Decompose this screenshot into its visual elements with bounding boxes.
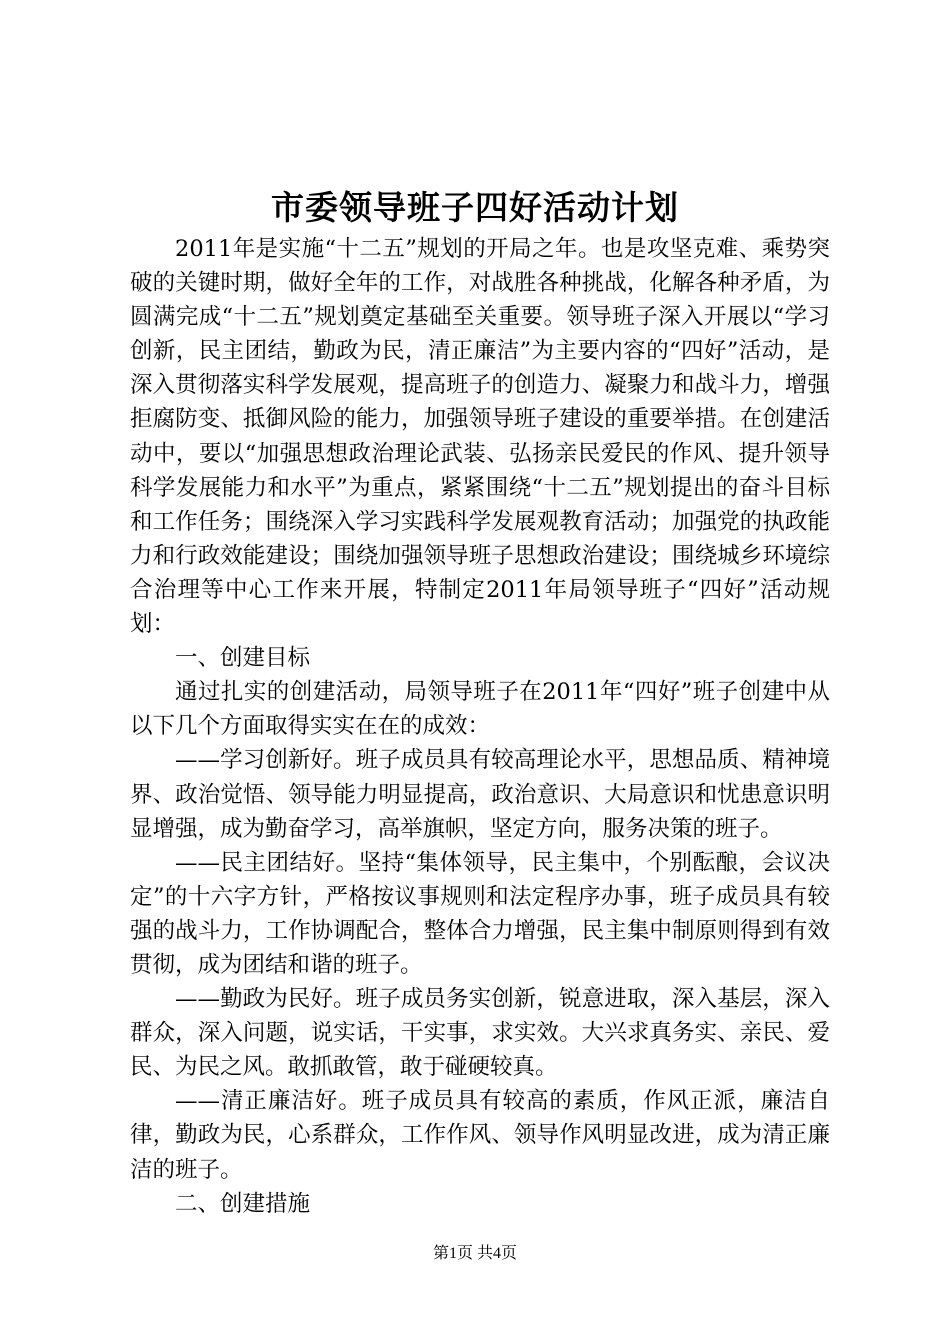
document-title: 市委领导班子四好活动计划: [271, 188, 679, 227]
goals-intro-paragraph: 通过扎实的创建活动，局领导班子在2011年“四好”班子创建中从以下几个方面取得实实在在的成效：: [130, 679, 830, 740]
goal-diligence-paragraph: ——勤政为民好。班子成员务实创新，锐意进取，深入基层，深入群众，深入问题，说实话，干实事，求实效。大兴求真务实、亲民、爱民、为民之风。敢抓敢管，敢于碰硬较真。: [130, 986, 830, 1081]
goal-study-innovation-paragraph: ——学习创新好。班子成员具有较高理论水平，思想品质、精神境界、政治觉悟、领导能力明显提高，政治意识、大局意识和忧患意识明显增强，成为勤奋学习，高举旗帜，坚定方向，服务决策的班子。: [130, 747, 830, 842]
section-heading-goals: 一、创建目标: [175, 645, 311, 672]
goal-democracy-unity-paragraph: ——民主团结好。坚持“集体领导，民主集中，个别酝酿，会议决定”的十六字方针，严格按议事规则和法定程序办事，班子成员具有较强的战斗力，工作协调配合，整体合力增强，民主集中制原则得到有效贯彻，成为团结和谐的班子。: [130, 849, 830, 978]
document-body: [130, 232, 830, 1221]
goal-integrity-paragraph: ——清正廉洁好。班子成员具有较高的素质，作风正派，廉洁自律，勤政为民，心系群众，工作作风、领导作风明显改进，成为清正廉洁的班子。: [130, 1088, 830, 1183]
intro-paragraph: 2011年是实施“十二五”规划的开局之年。也是攻坚克难、乘势突破的关键时期，做好全年的工作，对战胜各种挑战，化解各种矛盾，为圆满完成“十二五”规划奠定基础至关重要。领导班子深入开展以“学习创新，民主团结，勤政为民，清正廉洁”为主要内容的“四好”活动，是深入贯彻落实科学发展观，提高班子的创造力、凝聚力和战斗力，增强拒腐防变、抵御风险的能力，加强领导班子建设的重要举措。在创建活动中，要以“加强思想政治理论武装、弘扬亲民爱民的作风、提升领导科学发展能力和水平”为重点，紧紧围绕“十二五”规划提出的奋斗目标和工作任务；围绕深入学习实践科学发展观教育活动；加强党的执政能力和行政效能建设；围绕加强领导班子思想政治建设；围绕城乡环境综合治理等中心工作来开展，特制定2011年局领导班子“四好”活动规划：: [130, 236, 830, 638]
section-heading-measures: 二、创建措施: [175, 1190, 311, 1217]
page-number-footer: 第1页 共4页: [432, 1245, 517, 1262]
